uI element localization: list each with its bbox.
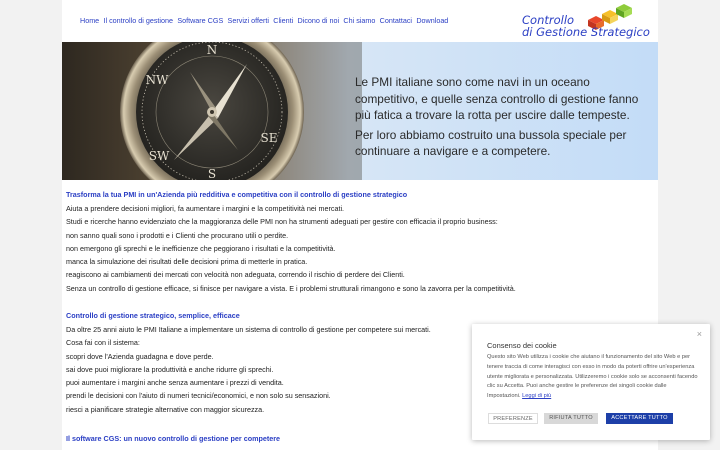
section2-line: riesci a pianificare strategie alternative con maggior sicurezza. xyxy=(66,404,265,414)
nav-software-cgs[interactable]: Software CGS xyxy=(177,16,224,25)
section2-heading: Controllo di gestione strategico, semplice, efficace xyxy=(66,311,240,320)
nav-controllo-gestione[interactable]: Il controllo di gestione xyxy=(103,16,174,25)
nav-dicono-di-noi[interactable]: Dicono di noi xyxy=(297,16,340,25)
cookie-text: Questo sito Web utilizza i cookie che aiutano il funzionamento del sito Web e per tenere traccia di come interagisci con esso in modo da poterti offrire un'esperienza utente migliorata e personalizzata. Utilizzeremo i cookie solo se acconsenti facendo clic su Accetta. Puoi anche gestire le preferenze dei singoli cookie dalle Impostazioni. xyxy=(487,354,698,400)
section2-line: sai dove puoi migliorare la produttività e anche ridurre gli sprechi. xyxy=(66,364,274,374)
cookie-body xyxy=(487,353,699,402)
main-nav xyxy=(80,16,453,25)
section1-line: Senza un controllo di gestione efficace, si finisce per navigare a vista. E i problemi strutturali rimangono e sono la zavorra per la competitività. xyxy=(66,283,516,293)
svg-text:N: N xyxy=(206,43,218,57)
svg-text:SW: SW xyxy=(148,149,170,163)
accept-all-button[interactable]: ACCETTARE TUTTO xyxy=(606,413,673,424)
close-icon[interactable]: × xyxy=(696,329,702,339)
hero-sentence-1: Le PMI italiane sono come navi in un oceano competitivo, e quelle senza controllo di gestione fanno più fatica a trovare la rotta per uscire dalle tempeste. xyxy=(355,75,639,122)
section2-line: Da oltre 25 anni aiuto le PMI Italiane a implementare un sistema di controllo di gestione per competere sui mercati. xyxy=(66,325,431,334)
section2-line: Cosa fai con il sistema: xyxy=(66,338,140,348)
preferences-button[interactable]: PREFERENZE xyxy=(488,413,538,424)
section-redditiva xyxy=(66,190,516,295)
logo-line2: di Gestione Strategico xyxy=(522,25,650,39)
nav-chi-siamo[interactable]: Chi siamo xyxy=(343,16,376,25)
section-strategico xyxy=(66,311,431,416)
section2-line: puoi aumentare i margini anche senza aumentare i prezzi di vendita. xyxy=(66,378,284,388)
section1-heading: Trasforma la tua PMI in un'Azienda più redditiva e competitiva con il controllo di gestione strategico xyxy=(66,190,408,199)
svg-text:SE: SE xyxy=(260,131,278,145)
hero-banner xyxy=(62,42,658,180)
section3-heading: Il software CGS: un nuovo controllo di gestione per competere xyxy=(66,434,281,443)
svg-text:NW: NW xyxy=(145,73,169,87)
nav-clienti[interactable]: Clienti xyxy=(273,16,294,25)
reject-all-button[interactable]: RIFIUTA TUTTO xyxy=(544,413,598,424)
svg-text:S: S xyxy=(207,167,217,180)
section1-line: Studi e ricerche hanno evidenziato che la maggioranza delle PMI non ha strumenti adeguati per gestire con efficacia il proprio business: xyxy=(66,217,498,227)
section2-line: scopri dove l'Azienda guadagna e dove perde. xyxy=(66,351,214,361)
section1-line: non sanno quali sono i prodotti e i Clienti che procurano utili o perdite. xyxy=(66,230,289,240)
logo-line1: Controllo xyxy=(522,13,575,27)
nav-home[interactable]: Home xyxy=(80,16,100,25)
site-logo[interactable] xyxy=(522,2,650,40)
cookie-read-more-link[interactable]: Leggi di più xyxy=(522,393,552,400)
nav-contattaci[interactable]: Contattaci xyxy=(379,16,413,25)
section2-line: prendi le decisioni con l'aiuto di numeri tecnici/economici, e non solo su sensazioni. xyxy=(66,391,331,401)
section1-line: non emergono gli sprechi e le inefficienze che peggiorano i risultati e la competitività. xyxy=(66,243,336,253)
section1-line: Aiuta a prendere decisioni migliori, fa aumentare i margini e la competitività nei mercati. xyxy=(66,204,345,213)
nav-download[interactable]: Download xyxy=(416,16,449,25)
cookie-consent-banner xyxy=(472,324,710,440)
compass-image xyxy=(62,42,362,180)
site-header xyxy=(62,0,658,42)
section1-line: reagiscono ai cambiamenti dei mercati con velocità non adeguata, correndo il rischio di perdere dei Clienti. xyxy=(66,270,405,280)
hero-sentence-2: Per loro abbiamo costruito una bussola speciale per continuare a navigare e a competere. xyxy=(355,127,627,158)
hero-text xyxy=(355,74,655,160)
section-software-cgs xyxy=(66,434,280,444)
section1-line: manca la simulazione dei risultati delle decisioni prima di metterle in pratica. xyxy=(66,257,308,267)
nav-servizi-offerti[interactable]: Servizi offerti xyxy=(227,16,269,25)
cookie-title: Consenso dei cookie xyxy=(487,341,557,350)
